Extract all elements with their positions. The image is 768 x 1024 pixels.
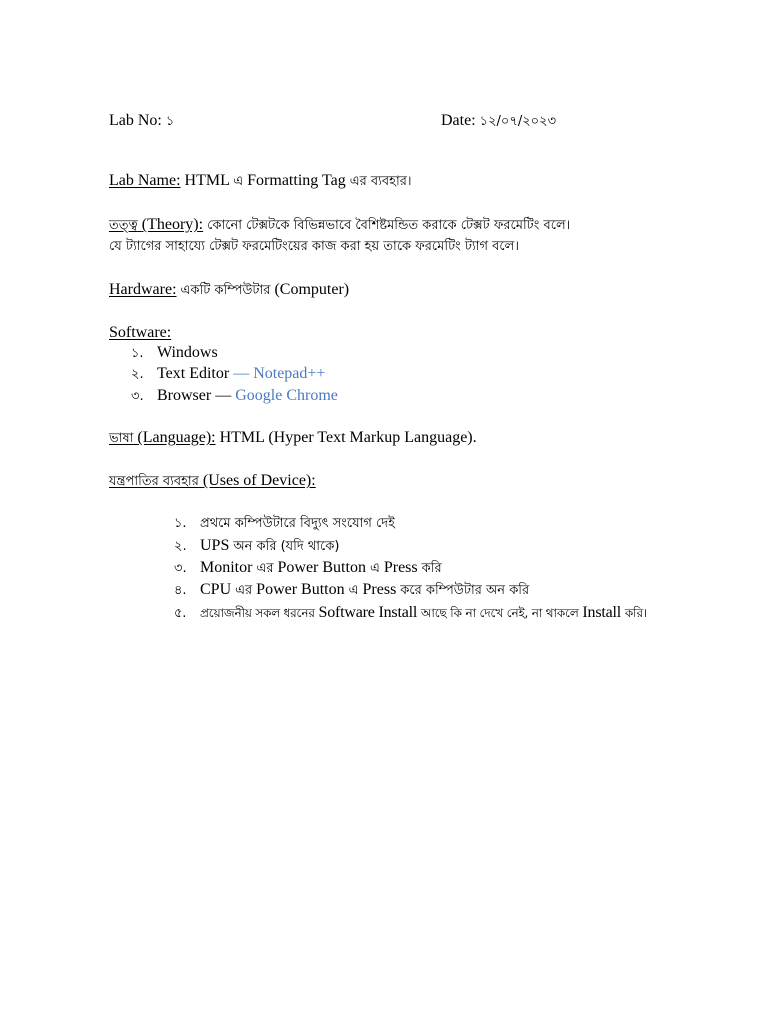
device-step-text: Software Install [318, 604, 418, 621]
language-line [109, 428, 477, 449]
software-item-link[interactable]: — Notepad++ [233, 365, 326, 382]
language-label [109, 429, 216, 446]
device-step-text: এ [369, 561, 380, 576]
device-step-text: এ [348, 583, 359, 598]
lab-no-line [109, 111, 174, 132]
lab-name-bn-1: এ [233, 174, 244, 189]
lab-name-label: Lab Name: [109, 172, 181, 189]
theory-label-en: (Theory): [141, 216, 204, 233]
device-step-text: Power Button [277, 559, 366, 576]
date-label: Date: [441, 112, 476, 129]
software-item-number: ১. [131, 346, 144, 361]
hardware-value-en: (Computer) [274, 281, 350, 298]
lab-name-line [109, 171, 412, 192]
hardware-value-bn: একটি কম্পিউটার [180, 283, 271, 298]
device-step-text: করি। [624, 606, 647, 620]
device-step-text: Power Button [256, 581, 345, 598]
software-item [131, 343, 218, 364]
theory-line-2 [109, 236, 519, 257]
software-item [131, 364, 325, 385]
device-uses-label-en: (Uses of Device): [202, 472, 316, 489]
lab-no-label: Lab No: [109, 112, 162, 129]
device-step-number: ২. [174, 539, 187, 554]
device-step-text: প্রথমে কম্পিউটারে বিদ্যুৎ সংযোগ দেই [200, 516, 395, 531]
device-uses-label [109, 472, 316, 489]
theory-line-1 [109, 215, 570, 236]
device-step-text: এর [235, 583, 253, 598]
device-step-text: এর [256, 561, 274, 576]
device-uses-label-bn: যন্ত্রপাতির ব্যবহার [109, 474, 199, 489]
device-step-text: Press [383, 559, 418, 576]
date-line [441, 111, 556, 132]
software-line [109, 323, 171, 343]
software-item-number: ২. [131, 367, 144, 382]
software-item-text: Windows [157, 344, 218, 361]
device-step-text: করি [421, 561, 442, 576]
device-step [174, 558, 442, 579]
theory-text-2: যে ট্যাগের সাহায্যে টেক্সট ফরমেটিংয়ের কাজ করা হয় তাকে ফরমেটিং ট্যাগ বলে। [109, 239, 519, 254]
software-item [131, 386, 338, 407]
lab-name-en-1: HTML [184, 172, 230, 189]
hardware-label: Hardware: [109, 281, 177, 298]
lab-name-bn-2: এর ব্যবহার। [349, 174, 412, 189]
device-step [174, 513, 395, 534]
language-label-bn: ভাষা [109, 431, 134, 446]
device-step-text: অন করি (যদি থাকে) [233, 539, 340, 554]
lab-name-en-2: Formatting Tag [247, 172, 346, 189]
device-step [174, 536, 339, 557]
device-step-text: Install [582, 604, 621, 621]
software-item-number: ৩. [131, 389, 144, 404]
device-step-text: করে কম্পিউটার অন করি [400, 583, 530, 598]
device-step-number: ৪. [174, 583, 187, 598]
lab-no-value: ১ [165, 114, 175, 129]
software-item-link[interactable]: Google Chrome [235, 387, 338, 404]
language-value: HTML (Hyper Text Markup Language). [219, 429, 477, 446]
device-step-number: ৫. [174, 606, 187, 621]
theory-text-1: কোনো টেক্সটকে বিভিন্নভাবে বৈশিষ্টমন্ডিত করাকে টেক্সট ফরমেটিং বলে। [207, 218, 571, 233]
device-step-text: Monitor [200, 559, 253, 576]
software-label: Software: [109, 324, 172, 341]
language-label-en: (Language): [137, 429, 216, 446]
theory-label-bn: তত্ত্ব [109, 218, 138, 233]
device-step-text: আছে কি না দেখে নেই, না থাকলে [420, 606, 579, 620]
software-item-text: Browser — [157, 387, 232, 404]
device-step [174, 580, 529, 601]
device-step-number: ১. [174, 516, 187, 531]
device-step-text: Press [362, 581, 397, 598]
device-step-text: প্রয়োজনীয় সকল ধরনের [200, 606, 315, 620]
software-item-text: Text Editor [157, 365, 230, 382]
device-uses-line [109, 471, 316, 492]
device-step [174, 603, 647, 624]
hardware-line [109, 280, 349, 301]
device-step-number: ৩. [174, 561, 187, 576]
theory-label [109, 216, 203, 233]
device-step-text: CPU [200, 581, 232, 598]
date-value: ১২/০৭/২০২৩ [479, 114, 557, 129]
device-step-text: UPS [200, 537, 230, 554]
